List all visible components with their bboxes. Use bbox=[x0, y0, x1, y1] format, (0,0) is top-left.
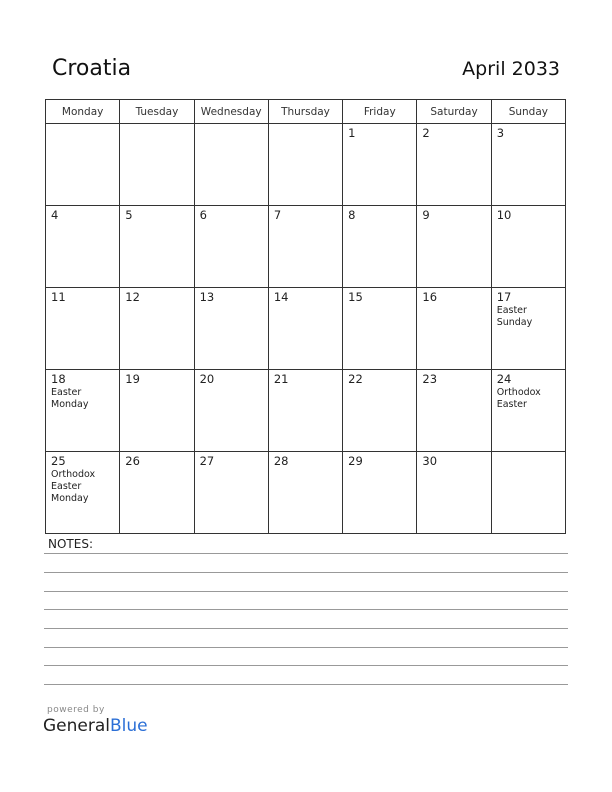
note-line bbox=[44, 609, 568, 610]
weekday-wednesday: Wednesday bbox=[194, 100, 268, 124]
day-number: 18 bbox=[51, 372, 66, 386]
day-cell bbox=[46, 206, 120, 288]
day-cell bbox=[194, 288, 268, 370]
day-number: 27 bbox=[199, 454, 215, 468]
day-cell bbox=[417, 124, 491, 206]
day-cell bbox=[46, 124, 120, 206]
day-number: 23 bbox=[422, 372, 438, 386]
weekday-monday: Monday bbox=[46, 100, 120, 124]
day-cell bbox=[491, 370, 565, 452]
day-cell bbox=[120, 124, 194, 206]
week-row bbox=[46, 288, 566, 370]
day-number: 9 bbox=[422, 208, 430, 222]
note-line bbox=[44, 665, 568, 666]
weekday-friday: Friday bbox=[343, 100, 417, 124]
day-number: 11 bbox=[51, 290, 66, 304]
day-number: 4 bbox=[51, 208, 59, 222]
day-number: 29 bbox=[348, 454, 363, 468]
holiday-label: Orthodox Easter Monday bbox=[51, 469, 96, 504]
month-year-title: April 2033 bbox=[462, 58, 560, 80]
weekday-header-row bbox=[46, 100, 566, 124]
day-number: 5 bbox=[125, 208, 133, 222]
day-cell bbox=[46, 288, 120, 370]
day-number: 2 bbox=[422, 126, 430, 140]
day-cell bbox=[194, 452, 268, 534]
day-cell bbox=[194, 206, 268, 288]
day-cell bbox=[268, 370, 342, 452]
day-cell bbox=[491, 288, 565, 370]
day-cell bbox=[417, 370, 491, 452]
day-cell bbox=[46, 370, 120, 452]
weekday-sunday: Sunday bbox=[491, 100, 565, 124]
day-cell bbox=[491, 206, 565, 288]
day-number: 22 bbox=[348, 372, 363, 386]
day-cell bbox=[491, 124, 565, 206]
day-cell bbox=[46, 452, 120, 534]
generalblue-logo bbox=[43, 716, 148, 736]
week-row bbox=[46, 370, 566, 452]
day-number: 20 bbox=[199, 372, 215, 386]
day-number: 24 bbox=[496, 372, 512, 386]
day-cell bbox=[343, 124, 417, 206]
day-cell bbox=[120, 288, 194, 370]
holiday-label: Easter Sunday bbox=[496, 305, 533, 328]
brand-general: General bbox=[43, 716, 110, 736]
day-number: 3 bbox=[496, 126, 505, 140]
day-number: 13 bbox=[199, 290, 215, 304]
powered-by-text: powered by bbox=[47, 705, 105, 715]
day-cell bbox=[417, 452, 491, 534]
day-number: 15 bbox=[348, 290, 363, 304]
note-line bbox=[44, 628, 568, 629]
holiday-label: Orthodox Easter bbox=[496, 387, 541, 410]
weekday-saturday: Saturday bbox=[417, 100, 491, 124]
week-row bbox=[46, 124, 566, 206]
weekday-tuesday: Tuesday bbox=[120, 100, 194, 124]
day-number: 1 bbox=[348, 126, 356, 140]
day-number: 6 bbox=[199, 208, 207, 222]
day-number: 19 bbox=[125, 372, 140, 386]
day-number: 25 bbox=[51, 454, 66, 468]
calendar-grid bbox=[45, 99, 566, 534]
day-cell bbox=[120, 370, 194, 452]
day-number: 7 bbox=[273, 208, 282, 222]
holiday-label: Easter Monday bbox=[51, 387, 89, 410]
day-cell bbox=[268, 452, 342, 534]
note-line bbox=[44, 591, 568, 592]
day-cell bbox=[343, 370, 417, 452]
day-number: 28 bbox=[273, 454, 289, 468]
day-cell bbox=[194, 124, 268, 206]
day-number: 16 bbox=[422, 290, 438, 304]
day-cell bbox=[120, 452, 194, 534]
notes-label: NOTES: bbox=[48, 537, 93, 551]
day-cell bbox=[194, 370, 268, 452]
day-number: 17 bbox=[496, 290, 512, 304]
day-number: 30 bbox=[422, 454, 438, 468]
day-number: 14 bbox=[273, 290, 289, 304]
brand-blue: Blue bbox=[110, 716, 148, 736]
day-number: 21 bbox=[273, 372, 289, 386]
day-number: 8 bbox=[348, 208, 356, 222]
day-number: 10 bbox=[496, 208, 512, 222]
day-cell bbox=[268, 288, 342, 370]
day-cell bbox=[343, 452, 417, 534]
weekday-thursday: Thursday bbox=[268, 100, 342, 124]
country-title: Croatia bbox=[52, 56, 132, 81]
week-row bbox=[46, 206, 566, 288]
note-line bbox=[44, 572, 568, 573]
week-row bbox=[46, 452, 566, 534]
day-cell bbox=[417, 288, 491, 370]
note-line bbox=[44, 684, 568, 685]
day-cell bbox=[491, 452, 565, 534]
day-cell bbox=[343, 288, 417, 370]
day-cell bbox=[120, 206, 194, 288]
day-cell bbox=[268, 206, 342, 288]
day-cell bbox=[417, 206, 491, 288]
day-cell bbox=[343, 206, 417, 288]
day-cell bbox=[268, 124, 342, 206]
note-line bbox=[44, 553, 568, 554]
day-number: 12 bbox=[125, 290, 140, 304]
day-number: 26 bbox=[125, 454, 140, 468]
note-line bbox=[44, 647, 568, 648]
